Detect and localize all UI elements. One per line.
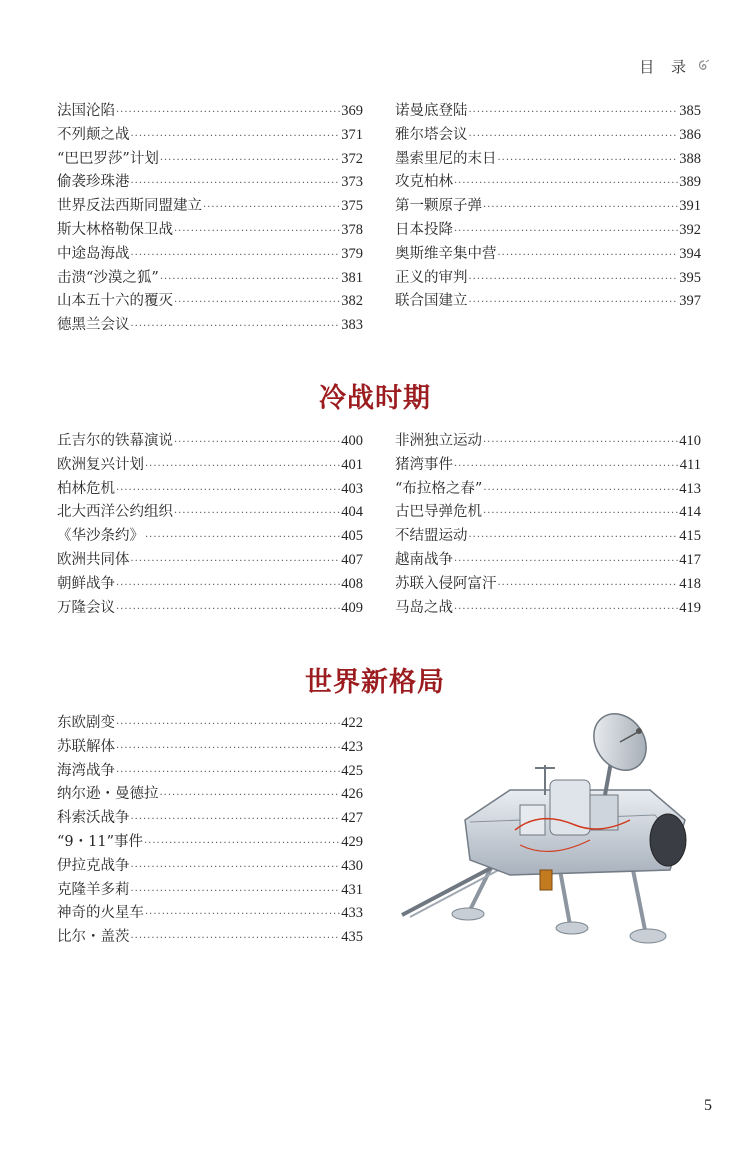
toc-column-s2-left — [57, 430, 363, 620]
toc-entry[interactable] — [395, 478, 701, 502]
toc-entry-page: 422 — [341, 715, 363, 731]
toc-entry-title: 马岛之战 — [395, 599, 453, 616]
toc-entry[interactable] — [57, 478, 363, 502]
toc-entry-title: 偷袭珍珠港 — [57, 174, 130, 191]
dot-leader — [483, 431, 678, 455]
toc-entry-title: 墨索里尼的末日 — [395, 150, 497, 167]
toc-entry-title: 《华沙条约》 — [57, 528, 144, 545]
toc-entry[interactable] — [57, 124, 363, 148]
toc-entry-page: 431 — [341, 881, 363, 898]
toc-entry-title: 法国沦陷 — [57, 103, 115, 119]
toc-entry-page: 419 — [679, 599, 701, 616]
dot-leader — [131, 125, 341, 149]
toc-entry-page: 383 — [341, 317, 363, 334]
dot-leader — [174, 220, 340, 244]
dot-leader — [145, 903, 340, 927]
toc-entry[interactable] — [57, 100, 363, 124]
toc-entry-title: 不列颠之战 — [57, 126, 130, 143]
toc-entry[interactable] — [57, 195, 363, 219]
toc-entry[interactable] — [395, 430, 701, 454]
toc-entry-page: 403 — [341, 480, 363, 497]
toc-entry-page: 409 — [341, 599, 363, 616]
toc-entry-title: 纳尔逊・曼德拉 — [57, 786, 159, 803]
toc-column-s1-right — [395, 100, 701, 314]
toc-entry[interactable] — [395, 454, 701, 478]
toc-entry[interactable] — [395, 597, 701, 621]
toc-entry-title: 万隆会议 — [57, 599, 115, 616]
toc-entry-title: 欧洲共同体 — [57, 551, 130, 568]
dot-leader — [469, 268, 679, 292]
dot-leader — [469, 526, 679, 550]
toc-entry[interactable] — [57, 454, 363, 478]
toc-entry-page: 430 — [341, 857, 363, 874]
toc-entry-title: 克隆羊多莉 — [57, 881, 130, 898]
toc-entry-title: “布拉格之春” — [395, 480, 483, 497]
dot-leader — [483, 502, 678, 526]
toc-entry-title: 攻克柏林 — [395, 174, 453, 191]
toc-entry-title: 诺曼底登陆 — [395, 103, 468, 119]
dot-leader — [174, 291, 340, 315]
toc-entry[interactable] — [57, 525, 363, 549]
toc-entry-page: 372 — [341, 150, 363, 167]
toc-entry-page: 369 — [341, 103, 363, 119]
toc-entry-page: 388 — [679, 150, 701, 167]
toc-entry-page: 425 — [341, 762, 363, 779]
toc-entry[interactable] — [395, 573, 701, 597]
header-label: 目 录 — [639, 58, 692, 76]
toc-entry-page: 418 — [679, 575, 701, 592]
toc-entry-page: 433 — [341, 905, 363, 922]
swirl-ornament-icon — [696, 59, 712, 75]
toc-entry[interactable] — [395, 501, 701, 525]
toc-entry[interactable] — [395, 549, 701, 573]
toc-entry[interactable] — [57, 219, 363, 243]
toc-entry-page: 389 — [679, 174, 701, 191]
toc-entry-title: 中途岛海战 — [57, 245, 130, 262]
toc-entry-title: 正义的审判 — [395, 269, 468, 286]
toc-entry[interactable] — [395, 525, 701, 549]
toc-entry-title: 联合国建立 — [395, 293, 468, 310]
toc-entry-page: 405 — [341, 528, 363, 545]
toc-entry-title: 比尔・盖茨 — [57, 929, 130, 946]
toc-entry-title: 德黑兰会议 — [57, 317, 130, 334]
toc-entry[interactable] — [57, 783, 363, 807]
toc-entry-page: 397 — [679, 293, 701, 310]
dot-leader — [131, 550, 341, 574]
toc-entry-page: 386 — [679, 126, 701, 143]
dot-leader — [498, 149, 679, 173]
toc-entry-title: 海湾战争 — [57, 762, 115, 779]
dot-leader — [145, 455, 340, 479]
toc-entry[interactable] — [395, 148, 701, 172]
dot-leader — [160, 268, 340, 292]
dot-leader — [498, 244, 679, 268]
dot-leader — [454, 550, 678, 574]
toc-entry[interactable] — [57, 148, 363, 172]
toc-entry-page: 385 — [679, 103, 701, 119]
toc-entry-title: “巴巴罗莎”计划 — [57, 150, 159, 167]
toc-entry[interactable] — [57, 501, 363, 525]
dot-leader — [160, 149, 340, 173]
toc-entry-page: 410 — [679, 433, 701, 449]
toc-entry[interactable] — [57, 573, 363, 597]
toc-entry-title: 神奇的火星车 — [57, 905, 144, 922]
dot-leader — [483, 196, 678, 220]
toc-entry-title: 苏联解体 — [57, 738, 115, 755]
dot-leader — [469, 125, 679, 149]
toc-entry-title: 奥斯维辛集中营 — [395, 245, 497, 262]
toc-entry-page: 411 — [679, 456, 701, 473]
dot-leader — [116, 713, 340, 737]
toc-entry[interactable] — [57, 314, 363, 338]
toc-entry[interactable] — [395, 219, 701, 243]
toc-entry[interactable] — [57, 597, 363, 621]
toc-entry[interactable] — [395, 290, 701, 314]
dot-leader — [131, 315, 341, 339]
toc-entry-title: 朝鲜战争 — [57, 575, 115, 592]
toc-entry-title: 第一颗原子弹 — [395, 198, 482, 215]
toc-entry[interactable] — [395, 100, 701, 124]
toc-entry-page: 381 — [341, 269, 363, 286]
toc-entry-title: 不结盟运动 — [395, 528, 468, 545]
dot-leader — [145, 526, 340, 550]
dot-leader — [116, 574, 340, 598]
dot-leader — [469, 101, 679, 125]
dot-leader — [116, 598, 340, 622]
toc-entry-page: 435 — [341, 929, 363, 946]
dot-leader — [131, 172, 341, 196]
toc-entry-title: 日本投降 — [395, 221, 453, 238]
toc-entry-page: 395 — [679, 269, 701, 286]
toc-entry[interactable] — [57, 290, 363, 314]
toc-entry[interactable] — [57, 736, 363, 760]
toc-entry[interactable] — [57, 855, 363, 879]
toc-entry[interactable] — [57, 760, 363, 784]
toc-entry[interactable] — [57, 926, 363, 950]
toc-entry[interactable] — [57, 549, 363, 573]
toc-entry-page: 415 — [679, 528, 701, 545]
toc-entry-title: 柏林危机 — [57, 480, 115, 497]
dot-leader — [203, 196, 340, 220]
toc-column-s2-right — [395, 430, 701, 620]
toc-entry-title: 世界反法西斯同盟建立 — [57, 198, 202, 215]
toc-entry[interactable] — [395, 195, 701, 219]
dot-leader — [454, 455, 679, 479]
toc-entry-page: 427 — [341, 810, 363, 827]
dot-leader — [160, 784, 341, 808]
dot-leader — [174, 502, 340, 526]
dot-leader — [116, 737, 340, 761]
toc-entry-page: 371 — [341, 126, 363, 143]
dot-leader — [116, 761, 340, 785]
toc-column-s3-left — [57, 712, 363, 950]
running-header — [639, 56, 712, 77]
dot-leader — [454, 598, 678, 622]
toc-column-s1-left — [57, 100, 363, 338]
toc-entry[interactable] — [57, 267, 363, 291]
toc-entry-page: 417 — [679, 551, 701, 568]
toc-entry[interactable] — [57, 807, 363, 831]
dot-leader — [174, 431, 340, 455]
dot-leader — [116, 101, 340, 125]
dot-leader — [131, 880, 341, 904]
toc-entry[interactable] — [57, 430, 363, 454]
toc-entry-page: 426 — [341, 786, 363, 803]
toc-entry[interactable] — [395, 171, 701, 195]
page-number: 5 — [704, 1097, 712, 1114]
dot-leader — [131, 244, 341, 268]
section-heading-new-world: 世界新格局 — [305, 667, 445, 698]
toc-entry-page: 379 — [341, 245, 363, 262]
toc-entry-page: 423 — [341, 738, 363, 755]
toc-entry-title: 猪湾事件 — [395, 456, 453, 473]
toc-entry-title: 击溃“沙漠之狐” — [57, 269, 159, 286]
dot-leader — [116, 479, 340, 503]
toc-entry-page: 394 — [679, 245, 701, 262]
toc-entry-title: 东欧剧变 — [57, 715, 115, 731]
toc-entry-page: 378 — [341, 221, 363, 238]
toc-entry-title: 古巴导弹危机 — [395, 504, 482, 521]
dot-leader — [131, 856, 341, 880]
toc-entry-title: 科索沃战争 — [57, 810, 130, 827]
toc-entry[interactable] — [395, 124, 701, 148]
toc-entry-title: “9・11”事件 — [57, 833, 144, 850]
toc-entry-title: 非洲独立运动 — [395, 433, 482, 449]
toc-entry-title: 伊拉克战争 — [57, 857, 130, 874]
toc-entry-page: 391 — [679, 198, 701, 215]
dot-leader — [131, 808, 341, 832]
toc-entry-title: 苏联入侵阿富汗 — [395, 575, 497, 592]
toc-entry-page: 429 — [341, 833, 363, 850]
toc-entry-title: 雅尔塔会议 — [395, 126, 468, 143]
toc-entry-page: 375 — [341, 198, 363, 215]
dot-leader — [454, 172, 678, 196]
toc-entry[interactable] — [395, 243, 701, 267]
dot-leader — [144, 832, 340, 856]
dot-leader — [454, 220, 678, 244]
toc-entry-page: 407 — [341, 551, 363, 568]
toc-entry[interactable] — [57, 902, 363, 926]
toc-entry-page: 408 — [341, 575, 363, 592]
section-heading-cold-war: 冷战时期 — [319, 383, 431, 414]
toc-entry-page: 400 — [341, 433, 363, 449]
mars-lander-illustration — [400, 710, 700, 960]
toc-entry-page: 404 — [341, 504, 363, 521]
toc-entry-title: 越南战争 — [395, 551, 453, 568]
toc-entry-title: 北大西洋公约组织 — [57, 504, 173, 521]
toc-entry-title: 斯大林格勒保卫战 — [57, 221, 173, 238]
toc-entry-page: 392 — [679, 221, 701, 238]
toc-entry-page: 413 — [679, 480, 701, 497]
toc-entry-title: 丘吉尔的铁幕演说 — [57, 433, 173, 449]
dot-leader — [498, 574, 679, 598]
dot-leader — [483, 479, 678, 503]
toc-entry-page: 382 — [341, 293, 363, 310]
dot-leader — [469, 291, 679, 315]
toc-entry[interactable] — [395, 267, 701, 291]
toc-entry[interactable] — [57, 243, 363, 267]
toc-entry[interactable] — [57, 171, 363, 195]
toc-entry-page: 373 — [341, 174, 363, 191]
toc-entry[interactable] — [57, 879, 363, 903]
toc-entry-title: 欧洲复兴计划 — [57, 456, 144, 473]
dot-leader — [131, 927, 341, 951]
toc-entry-page: 401 — [341, 456, 363, 473]
toc-entry-title: 山本五十六的覆灭 — [57, 293, 173, 310]
toc-entry[interactable] — [57, 712, 363, 736]
toc-entry[interactable] — [57, 831, 363, 855]
toc-entry-page: 414 — [679, 504, 701, 521]
